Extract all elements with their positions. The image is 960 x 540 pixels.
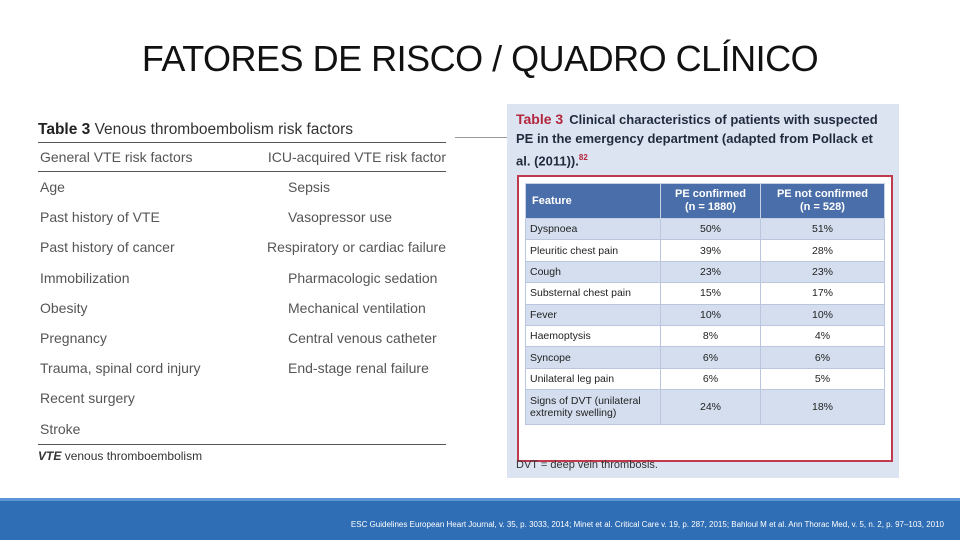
vte-icu-factor: Mechanical ventilation [288, 299, 426, 316]
pe-confirmed-cell: 23% [661, 261, 761, 282]
pe-feature-cell: Dyspnoea [526, 219, 661, 240]
connector-line [455, 137, 507, 138]
vte-icu-factor [288, 383, 446, 413]
pe-not-confirmed-cell: 10% [760, 304, 884, 325]
vte-table-title-text: Venous thromboembolism risk factors [94, 121, 354, 138]
vte-general-factor: Past history of VTE [40, 209, 160, 226]
pe-table-caption [516, 110, 890, 170]
vte-icu-factor: Vasopressor use [288, 209, 393, 226]
pe-feature-cell: Unilateral leg pain [526, 368, 661, 389]
vte-footnote-abbr: VTE [38, 448, 62, 463]
pe-header-not-confirmed-n: (n = 528) [800, 201, 845, 213]
pe-confirmed-cell: 6% [661, 368, 761, 389]
pe-not-confirmed-cell: 23% [760, 261, 884, 282]
pe-table-caption-text: Clinical characteristics of patients with suspected PE in the emergency department (adapted from Pollack et al. (2011)). [516, 112, 878, 169]
pe-not-confirmed-cell: 4% [760, 325, 884, 346]
vte-table-footnote [38, 444, 446, 467]
pe-header-confirmed-n: (n = 1880) [684, 201, 737, 213]
pe-confirmed-cell: 6% [661, 347, 761, 368]
pe-not-confirmed-cell: 18% [760, 390, 884, 425]
pe-table-label: Table 3 [516, 111, 564, 127]
pe-table-row [526, 240, 885, 261]
pe-characteristics-table [525, 183, 885, 425]
vte-table-label: Table 3 [38, 121, 91, 138]
vte-icu-factor [288, 414, 446, 444]
footer-bar [0, 498, 960, 540]
vte-table-row [38, 202, 446, 232]
pe-confirmed-cell: 50% [661, 219, 761, 240]
pe-table-row [526, 325, 885, 346]
pe-header-not-confirmed [760, 184, 884, 219]
vte-general-factor: Stroke [40, 420, 81, 437]
vte-general-factor: Obesity [40, 299, 88, 316]
vte-table-title [38, 118, 446, 142]
vte-icu-factor: End-stage renal failure [288, 360, 429, 377]
slide-title: FATORES DE RISCO / QUADRO CLÍNICO [141, 38, 819, 79]
vte-table-row [38, 383, 446, 413]
vte-general-factor: Recent surgery [40, 390, 135, 407]
pe-header-confirmed [661, 184, 761, 219]
vte-general-factor: Age [40, 179, 65, 195]
pe-feature-cell: Syncope [526, 347, 661, 368]
vte-icu-factor: Sepsis [288, 179, 331, 195]
pe-table-note: DVT = deep vein thrombosis. [516, 459, 658, 471]
pe-feature-cell: Substernal chest pain [526, 283, 661, 304]
pe-table-row [526, 368, 885, 389]
vte-table-row [38, 263, 446, 293]
vte-table-body [38, 172, 446, 444]
pe-feature-cell: Pleuritic chest pain [526, 240, 661, 261]
pe-table-header-row [526, 184, 885, 219]
vte-table-row [38, 414, 446, 444]
vte-icu-factor: Pharmacologic sedation [288, 269, 438, 286]
pe-not-confirmed-cell: 5% [760, 368, 884, 389]
pe-feature-cell: Fever [526, 304, 661, 325]
vte-footnote-text: venous thromboembolism [64, 448, 203, 463]
footer-citation: ESC Guidelines European Heart Journal, v. 35, p. 3033, 2014; Minet et al. Critical Care v. 19, p. 287, 2015; Bahloul M et al. Ann Thorac Med, v. 5, n. 2, p. 97–103, 2010 [350, 520, 944, 529]
vte-table-row [38, 353, 446, 383]
pe-table-row [526, 261, 885, 282]
pe-feature-cell: Signs of DVT (unilateral extremity swelling) [526, 390, 661, 425]
pe-not-confirmed-cell: 17% [760, 283, 884, 304]
vte-table-row [38, 323, 446, 353]
pe-not-confirmed-cell: 28% [760, 240, 884, 261]
pe-feature-cell: Cough [526, 261, 661, 282]
footer-accent-line [0, 498, 960, 501]
pe-confirmed-cell: 39% [661, 240, 761, 261]
pe-table-row [526, 219, 885, 240]
vte-table-row [38, 293, 446, 323]
vte-icu-factor: Central venous catheter [288, 329, 437, 346]
pe-confirmed-cell: 10% [661, 304, 761, 325]
vte-general-factor: Past history of cancer [40, 239, 175, 256]
pe-not-confirmed-cell: 51% [760, 219, 884, 240]
pe-confirmed-cell: 8% [661, 325, 761, 346]
vte-table-row [38, 172, 446, 202]
pe-table-row [526, 347, 885, 368]
vte-general-factor: Pregnancy [40, 329, 107, 346]
pe-not-confirmed-cell: 6% [760, 347, 884, 368]
pe-confirmed-cell: 15% [661, 283, 761, 304]
vte-table-header [38, 143, 446, 172]
pe-header-feature: Feature [526, 184, 661, 219]
pe-table-row [526, 390, 885, 425]
vte-general-factor: Immobilization [40, 269, 130, 286]
vte-icu-factor: Respiratory or cardiac failure [267, 239, 446, 256]
pe-feature-cell: Haemoptysis [526, 325, 661, 346]
vte-general-factor: Trauma, spinal cord injury [40, 360, 201, 377]
pe-table-frame [517, 175, 893, 462]
pe-table-body [526, 219, 885, 425]
pe-table-ref: 82 [578, 153, 588, 162]
pe-confirmed-cell: 24% [661, 390, 761, 425]
vte-header-icu: ICU-acquired VTE risk factor [267, 149, 446, 165]
pe-header-confirmed-label: PE confirmed [675, 188, 746, 200]
vte-header-general: General VTE risk factors [40, 149, 193, 165]
vte-table-row [38, 232, 446, 262]
pe-table-row [526, 304, 885, 325]
pe-header-not-confirmed-label: PE not confirmed [776, 188, 869, 200]
vte-risk-factors-table [38, 118, 446, 467]
pe-characteristics-panel [507, 104, 899, 478]
pe-table-row [526, 283, 885, 304]
